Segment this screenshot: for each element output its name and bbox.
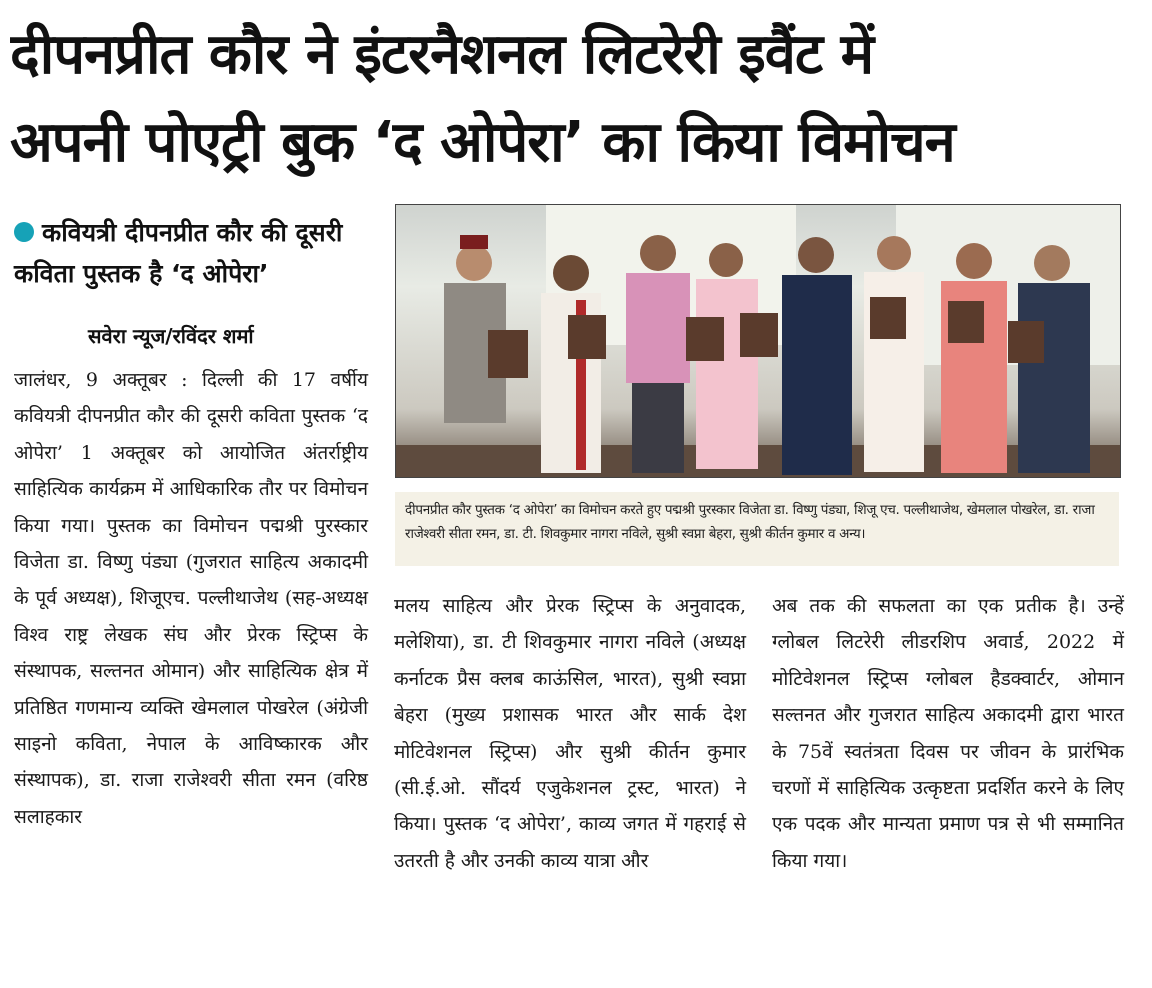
article-column-3: अब तक की सफलता का एक प्रतीक है। उन्हें ग्लोबल लिटरेरी लीडरशिप अवार्ड, 2022 में मोटिवेशनल स्ट्रिप्स ग्लोबल हैडक्वार्टर, ओमान सल्तनत और गुजरात साहित्य अकादमी द्वारा भारत के 75वें स्वतंत्रता दिवस पर जीवन के प्रारंभिक चरणों में साहित्यिक उत्कृष्टता प्रदर्शित करने के लिए एक पदक और मान्यता प्रमाण पत्र से भी सम्मानित किया गया। — [772, 595, 1124, 872]
subheadline — [14, 212, 374, 294]
article-column-1: जालंधर, 9 अक्तूबर : दिल्ली की 17 वर्षीय कवियत्री दीपनप्रीत कौर की दूसरी कविता पुस्तक ‘द ओपेरा’ 1 अक्तूबर को आयोजित अंतर्राष्ट्रीय साहित्यिक कार्यक्रम में आधिकारिक तौर पर विमोचन किया गया। पुस्तक का विमोचन पद्मश्री पुरस्कार विजेता डा. विष्णु पंड्या (गुजरात साहित्य अकादमी के पूर्व अध्यक्ष), शिजूएच. पल्लीथाजेथ (सह-अध्यक्ष विश्व राष्ट्र लेखक संघ और प्रेरक स्ट्रिप्स के संस्थापक, सल्तनत ओमान) और साहित्यिक क्षेत्र में प्रतिष्ठित गणमान्य व्यक्ति खेमलाल पोखरेल (अंग्रेजी साइनो कविता, नेपाल के आविष्कारक और संस्थापक), डा. राजा राजेश्वरी सीता रमन (वरिष्ठ सलाहकार — [14, 369, 368, 828]
headline-line-1: दीपनप्रीत कौर ने इंटरनैशनल लिटरेरी इवैंट में — [10, 22, 874, 87]
headline-line-2: अपनी पोएट्री बुक ‘द ओपेरा’ का किया विमोचन — [10, 110, 955, 175]
event-photo — [395, 204, 1121, 478]
people-holding-books-illustration — [396, 205, 1120, 477]
article-column-2: मलय साहित्य और प्रेरक स्ट्रिप्स के अनुवादक, मलेशिया), डा. टी शिवकुमार नागरा नविले (अध्यक्ष कर्नाटक प्रैस क्लब काऊंसिल, भारत), सुश्री स्वप्ना बेहरा (मुख्य प्रशासक भारत और सार्क देश मोटिवेशनल स्ट्रिप्स) और सुश्री कीर्तन कुमार (सी.ई.ओ. सौंदर्य एजुकेशनल ट्रस्ट, भारत) ने किया। पुस्तक ‘द ओपेरा’, काव्य जगत में गहराई से उतरती है और उनकी काव्य यात्रा और — [394, 595, 746, 872]
subheadline-text: कवियत्री दीपनप्रीत कौर की दूसरी कविता पुस्तक है ‘द ओपेरा’ — [14, 218, 343, 288]
byline: सवेरा न्यूज/रविंदर शर्मा — [88, 324, 254, 348]
headline — [10, 10, 1142, 186]
photo-caption: दीपनप्रीत कौर पुस्तक ‘द ओपेरा’ का विमोचन करते हुए पद्मश्री पुरस्कार विजेता डा. विष्णु पंड्या, शिजू एच. पल्लीथाजेथ, खेमलाल पोखरेल, डा. राजा राजेश्वरी सीता रमन, डा. टी. शिवकुमार नागरा नविले, सुश्री स्वप्ना बेहरा, सुश्री कीर्तन कुमार व अन्य। — [395, 492, 1119, 566]
bullet-dot-icon — [14, 222, 34, 242]
